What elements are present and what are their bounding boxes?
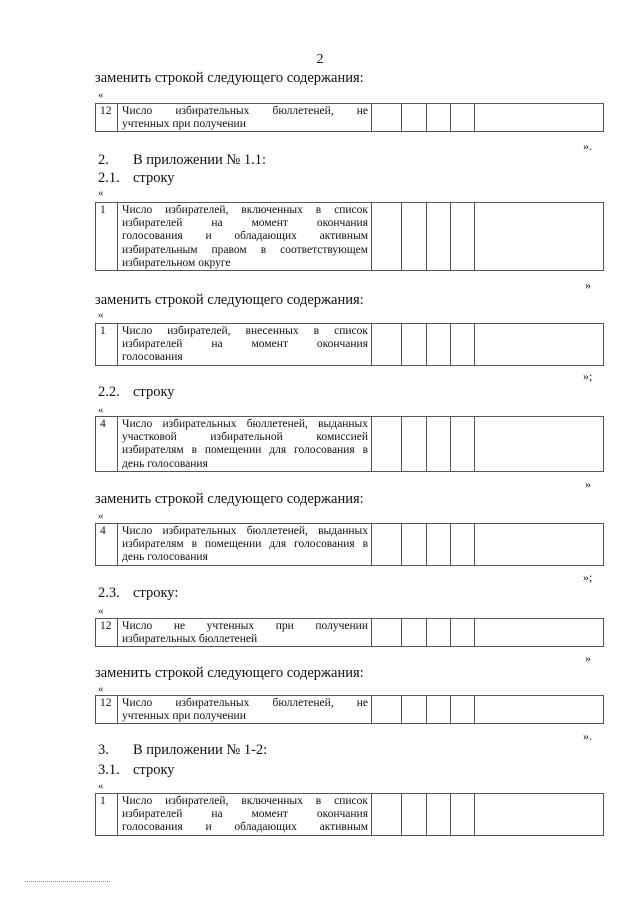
description-line: избирателям в помещении для голосования в (122, 538, 368, 551)
subsection-title: строку (133, 170, 175, 186)
empty-value-cell (475, 324, 604, 366)
description-line: избирателям в помещении для голосования в (122, 444, 368, 457)
description-line: Число избирателей, включенных в список (122, 204, 368, 216)
empty-value-cell (451, 696, 475, 724)
close-quote-mark: ». (583, 729, 592, 743)
description-line: учтенных при получении (122, 710, 246, 723)
form-table-row (95, 103, 604, 132)
description-line: избирателей на момент окончания (122, 808, 368, 821)
row-number-cell: 1 (96, 324, 118, 366)
empty-value-cell (427, 524, 451, 566)
description-line: Число не учтенных при получении (122, 620, 368, 632)
section-number: 2. (98, 152, 109, 168)
open-quote-mark: « (98, 510, 104, 522)
empty-value-cell (372, 696, 402, 724)
empty-value-cell (372, 524, 402, 566)
form-table-row (95, 202, 604, 271)
table-row (96, 794, 604, 836)
empty-value-cell (475, 524, 604, 566)
empty-value-cell (451, 619, 475, 647)
subsection-title: строку: (133, 585, 179, 601)
empty-value-cell (402, 417, 427, 472)
empty-value-cell (451, 324, 475, 366)
empty-value-cell (402, 696, 427, 724)
row-description-cell (118, 794, 372, 836)
empty-value-cell (372, 203, 402, 271)
open-quote-mark: « (98, 309, 104, 321)
open-quote-mark: « (98, 89, 104, 101)
open-quote-mark: « (98, 187, 104, 199)
close-quote-mark: » (585, 477, 591, 491)
empty-value-cell (475, 104, 604, 132)
empty-value-cell (475, 696, 604, 724)
empty-value-cell (402, 524, 427, 566)
form-table-row (95, 523, 604, 566)
subsection-title: строку (133, 384, 175, 400)
replace-heading: заменить строкой следующего содержания: (95, 292, 364, 308)
close-quote-mark: » (585, 278, 591, 292)
page-number: 2 (316, 52, 324, 67)
form-table-row (95, 793, 604, 836)
empty-value-cell (372, 794, 402, 836)
open-quote-mark: « (98, 605, 104, 617)
empty-value-cell (372, 417, 402, 472)
subsection-number: 2.3. (98, 585, 120, 601)
empty-value-cell (451, 794, 475, 836)
row-description-cell (118, 104, 372, 132)
empty-value-cell (475, 417, 604, 472)
replace-heading: заменить строкой следующего содержания: (95, 491, 364, 507)
description-line: день голосования (122, 551, 208, 564)
table-row (96, 619, 604, 647)
row-description-cell (118, 203, 372, 271)
empty-value-cell (402, 794, 427, 836)
empty-value-cell (427, 203, 451, 271)
row-description-cell (118, 619, 372, 647)
close-quote-mark: ». (583, 139, 592, 153)
description-line: Число избирательных бюллетеней, не (122, 697, 368, 709)
row-number-cell: 12 (96, 696, 118, 724)
close-quote-mark: » (585, 651, 591, 665)
description-line: учтенных при получении (122, 118, 246, 131)
empty-value-cell (402, 619, 427, 647)
subsection-number: 3.1. (98, 762, 120, 778)
replace-heading: заменить строкой следующего содержания: (95, 665, 364, 681)
description-line: Число избирателей, внесенных в список (122, 325, 368, 337)
empty-value-cell (402, 324, 427, 366)
empty-value-cell (427, 696, 451, 724)
empty-value-cell (372, 104, 402, 132)
row-number-cell: 12 (96, 619, 118, 647)
section-title: В приложении № 1-2: (133, 742, 268, 758)
description-line: Число избирательных бюллетеней, выданных (122, 525, 368, 537)
empty-value-cell (475, 619, 604, 647)
empty-value-cell (427, 324, 451, 366)
subsection-number: 2.2. (98, 384, 120, 400)
form-table-row (95, 695, 604, 724)
description-line: Число избирателей, включенных в список (122, 795, 368, 807)
empty-value-cell (475, 794, 604, 836)
row-number-cell: 12 (96, 104, 118, 132)
description-line: голосования (122, 351, 183, 364)
open-quote-mark: « (98, 404, 104, 416)
description-line: участковой избирательной комиссией (122, 431, 368, 444)
description-line: голосования и обладающих активным (122, 230, 368, 243)
description-line: день голосования (122, 457, 208, 470)
row-description-cell (118, 524, 372, 566)
replace-heading: заменить строкой следующего содержания: (95, 70, 364, 86)
empty-value-cell (451, 203, 475, 271)
description-line: избирательных бюллетеней (122, 633, 258, 646)
close-quote-mark: »; (583, 570, 593, 584)
row-number-cell: 4 (96, 417, 118, 472)
description-line: избирательном округе (122, 256, 231, 269)
section-title: В приложении № 1.1: (133, 152, 266, 168)
subsection-number: 2.1. (98, 170, 120, 186)
empty-value-cell (402, 104, 427, 132)
table-row (96, 104, 604, 132)
table-row (96, 417, 604, 472)
open-quote-mark: « (98, 780, 104, 792)
empty-value-cell (427, 619, 451, 647)
close-quote-mark: »; (583, 369, 593, 383)
row-description-cell (118, 417, 372, 472)
empty-value-cell (402, 203, 427, 271)
form-table-row (95, 323, 604, 366)
empty-value-cell (451, 104, 475, 132)
section-number: 3. (98, 742, 109, 758)
description-line: избирателей на момент окончания (122, 338, 368, 351)
description-line: Число избирательных бюллетеней, не (122, 105, 368, 117)
empty-value-cell (427, 104, 451, 132)
row-number-cell: 4 (96, 524, 118, 566)
subsection-title: строку (133, 762, 175, 778)
empty-value-cell (475, 203, 604, 271)
table-row (96, 324, 604, 366)
row-description-cell (118, 696, 372, 724)
empty-value-cell (451, 524, 475, 566)
empty-value-cell (372, 619, 402, 647)
description-line: избирателей на момент окончания (122, 217, 368, 230)
description-line: избирательным правом в соответствующем (122, 243, 368, 256)
row-number-cell: 1 (96, 203, 118, 271)
empty-value-cell (451, 417, 475, 472)
table-row (96, 524, 604, 566)
empty-value-cell (372, 324, 402, 366)
form-table-row (95, 416, 604, 472)
row-number-cell: 1 (96, 794, 118, 836)
table-row (96, 696, 604, 724)
empty-value-cell (427, 417, 451, 472)
open-quote-mark: « (98, 683, 104, 695)
table-row (96, 203, 604, 271)
description-line: голосования и обладающих активным (122, 821, 368, 834)
description-line: Число избирательных бюллетеней, выданных (122, 418, 368, 430)
row-description-cell (118, 324, 372, 366)
empty-value-cell (427, 794, 451, 836)
form-table-row (95, 618, 604, 647)
scan-artifact-line (25, 881, 110, 882)
